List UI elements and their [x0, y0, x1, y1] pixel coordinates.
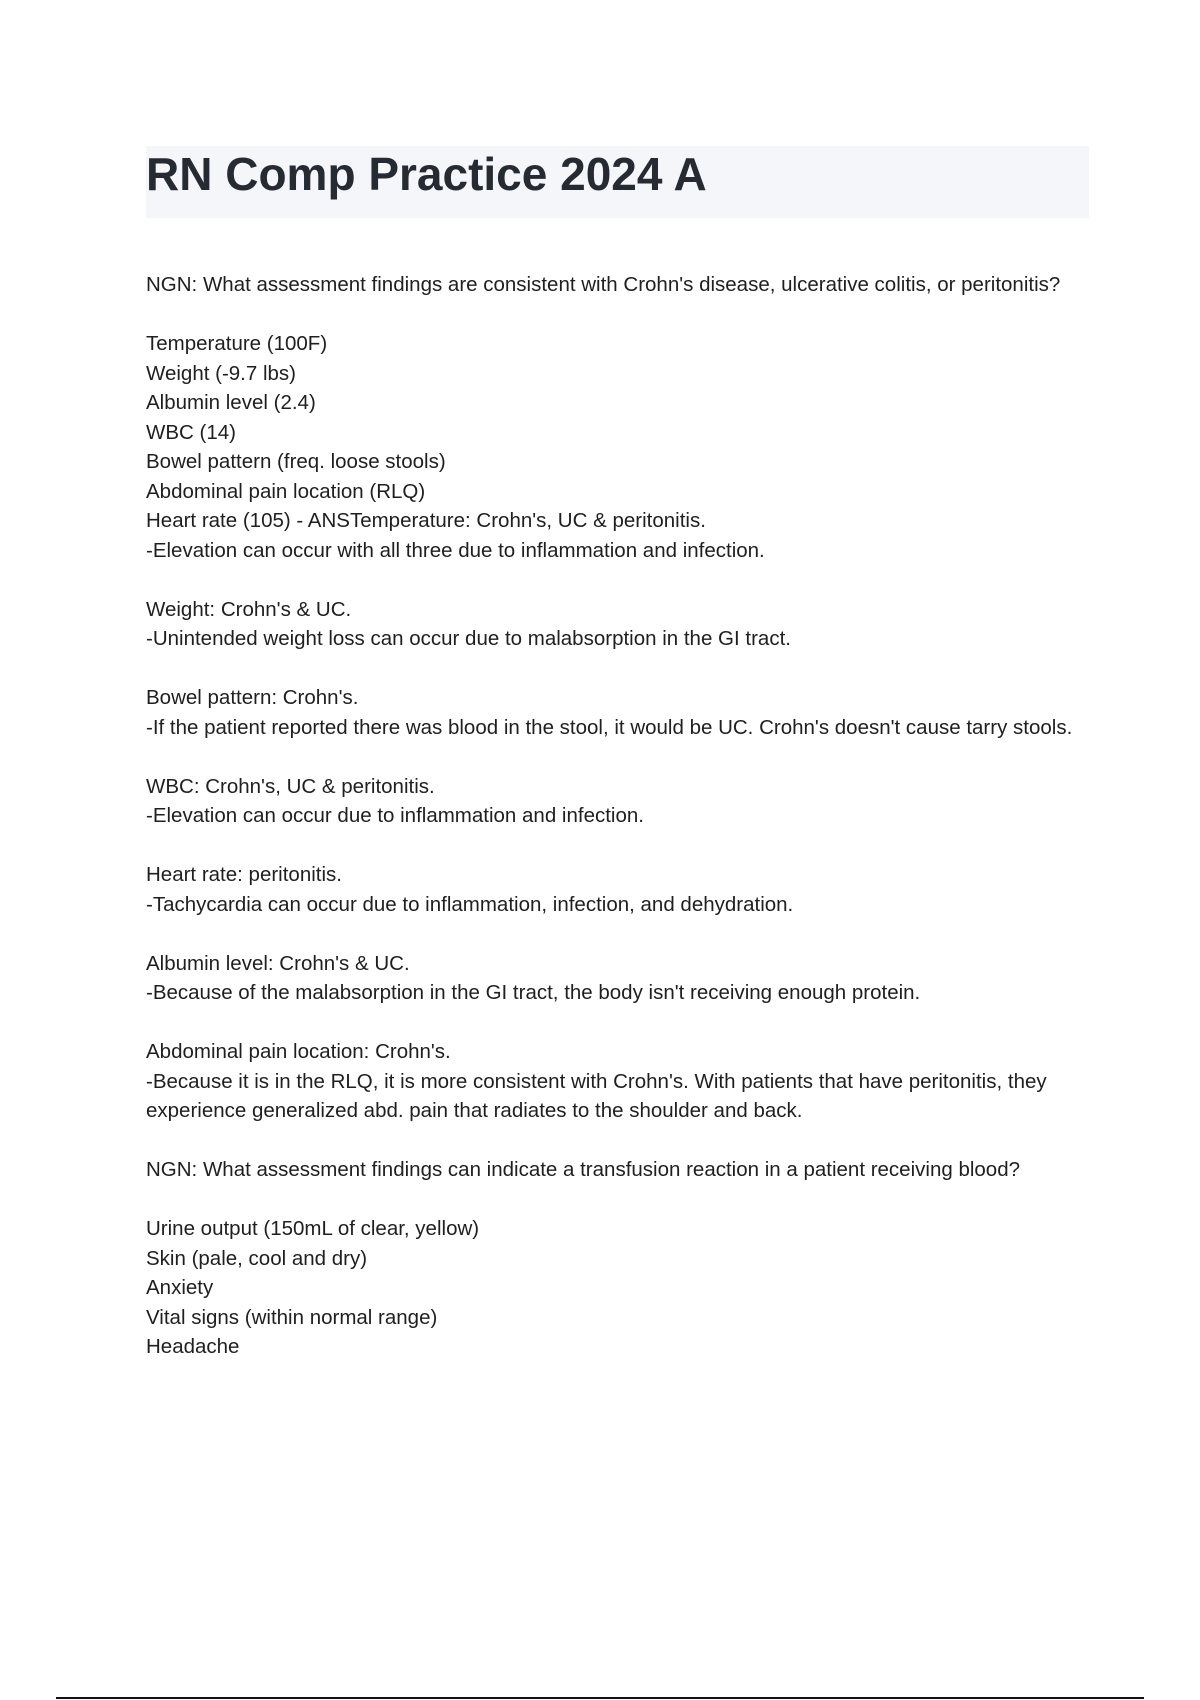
finding-line: Temperature (100F) [146, 332, 328, 355]
finding-line: Weight (-9.7 lbs) [146, 361, 297, 385]
answer-heading: Weight: Crohn's & UC. [146, 597, 352, 621]
answer-weight [146, 595, 1089, 654]
answer-heading: Albumin level: Crohn's & UC. [146, 951, 410, 975]
answer-rationale: -If the patient reported there was blood in the stool, it would be UC. Crohn's doesn't cause tarry stools. [146, 715, 1073, 739]
answer-heart-rate [146, 860, 1089, 919]
page-title: RN Comp Practice 2024 A [146, 148, 707, 200]
finding-line: Anxiety [146, 1276, 214, 1299]
finding-line: Urine output (150mL of clear, yellow) [146, 1217, 480, 1240]
answer-albumin [146, 949, 1089, 1008]
answer-rationale: -Elevation can occur due to inflammation and infection. [146, 804, 644, 827]
finding-line: Headache [146, 1335, 240, 1358]
answer-heading: Heart rate: peritonitis. [146, 863, 342, 886]
answer-heading: WBC: Crohn's, UC & peritonitis. [146, 774, 435, 798]
finding-line: Bowel pattern (freq. loose stools) [146, 450, 446, 473]
answer-heading: Abdominal pain location: Crohn's. [146, 1040, 451, 1063]
answer-bowel-pattern [146, 683, 1089, 742]
finding-line: WBC (14) [146, 420, 236, 444]
document-body [146, 270, 1089, 1391]
question-1-findings [146, 329, 1089, 565]
answer-rationale: -Tachycardia can occur due to inflammation, infection, and dehydration. [146, 892, 794, 916]
finding-line: Heart rate (105) - ANSTemperature: Crohn's, UC & peritonitis. [146, 509, 706, 532]
question-1: NGN: What assessment findings are consistent with Crohn's disease, ulcerative colitis, or peritonitis? [146, 273, 1061, 296]
answer-rationale: -Unintended weight loss can occur due to malabsorption in the GI tract. [146, 627, 791, 650]
answer-heading: Bowel pattern: Crohn's. [146, 686, 359, 709]
finding-line: -Elevation can occur with all three due to inflammation and infection. [146, 538, 765, 562]
question-2-findings [146, 1214, 1089, 1362]
title-banner [146, 146, 1089, 218]
answer-rationale: -Because it is in the RLQ, it is more consistent with Crohn's. With patients that have peritonitis, they experience generalized abd. pain that radiates to the shoulder and back. [146, 1069, 1053, 1122]
answer-wbc [146, 772, 1089, 831]
answer-abdominal-pain [146, 1037, 1089, 1126]
answer-rationale: -Because of the malabsorption in the GI tract, the body isn't receiving enough protein. [146, 981, 921, 1004]
finding-line: Skin (pale, cool and dry) [146, 1246, 368, 1270]
finding-line: Abdominal pain location (RLQ) [146, 479, 426, 503]
finding-line: Vital signs (within normal range) [146, 1305, 438, 1329]
finding-line: Albumin level (2.4) [146, 391, 316, 414]
page-bottom-divider [56, 1697, 1144, 1699]
question-2: NGN: What assessment findings can indicate a transfusion reaction in a patient receiving blood? [146, 1158, 1021, 1181]
